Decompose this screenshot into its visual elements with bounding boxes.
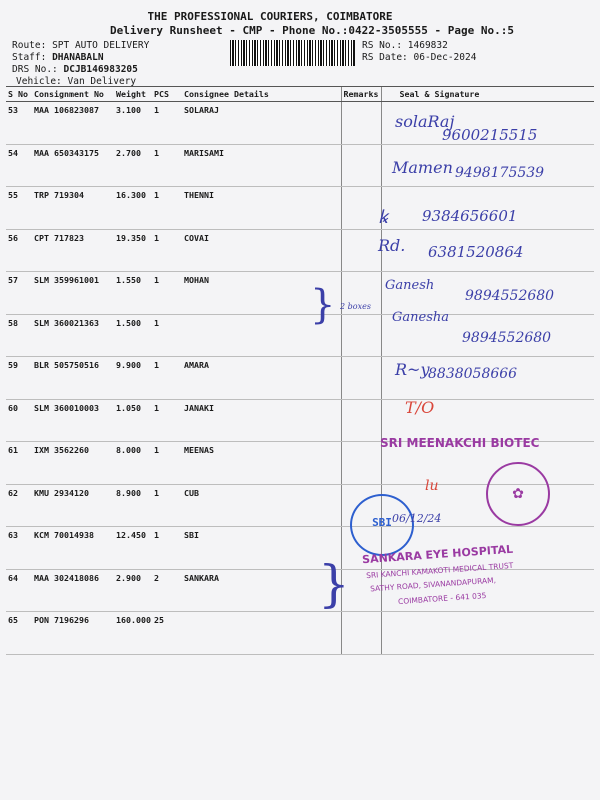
- row-consignee: [182, 612, 341, 655]
- biotec-stamp: SRI MEENAKCHI BIOTEC: [380, 436, 540, 450]
- hospital-stamp-line2: SATHY ROAD, SIVANANDAPURAM,: [369, 575, 497, 594]
- signature-55-phone: 9384656601: [422, 207, 518, 225]
- row-consignee: AMARA: [182, 357, 341, 400]
- row-consignment: SLM 360021363: [32, 314, 114, 357]
- row-sno: 59: [6, 357, 32, 400]
- hospital-stamp-line3: COIMBATORE - 641 035: [397, 590, 487, 607]
- col-signature: Seal & Signature: [381, 87, 594, 102]
- row-sno: 63: [6, 527, 32, 570]
- row-consignee: COVAI: [182, 229, 341, 272]
- row-sno: 53: [6, 102, 32, 145]
- signature-58-name: Ganesha: [392, 310, 449, 325]
- row-pcs: 1: [152, 484, 182, 527]
- seal-emblem-icon: ✿: [512, 482, 524, 503]
- row-weight: 1.050: [114, 399, 152, 442]
- route-line: [12, 40, 149, 51]
- row-consignment: BLR 505750516: [32, 357, 114, 400]
- table-header: [6, 87, 594, 102]
- row-weight: 12.450: [114, 527, 152, 570]
- signature-56-phone: 6381520864: [428, 243, 524, 261]
- row-consignee: SANKARA: [182, 569, 341, 612]
- row-weight: 19.350: [114, 229, 152, 272]
- hospital-stamp-name: SANKARA EYE HOSPITAL: [361, 542, 514, 567]
- row-remarks: [341, 357, 381, 400]
- signature-55-mark: ꝃ: [378, 207, 388, 228]
- rs-date-label: RS Date:: [362, 52, 408, 63]
- drs-line: [12, 64, 138, 75]
- row-weight: 3.100: [114, 102, 152, 145]
- row-consignment: MAA 302418086: [32, 569, 114, 612]
- col-weight: Weight: [114, 87, 152, 102]
- row-sno: 62: [6, 484, 32, 527]
- row-remarks: [341, 442, 381, 485]
- remark-60-to: T/O: [405, 398, 435, 417]
- row-sno: 65: [6, 612, 32, 655]
- row-sno: 54: [6, 144, 32, 187]
- col-remarks: Remarks: [341, 87, 381, 102]
- row-consignment: TRP 719304: [32, 187, 114, 230]
- drs-value: DCJB146983205: [63, 64, 138, 75]
- row-sno: 55: [6, 187, 32, 230]
- row-remarks: [341, 314, 381, 357]
- row-weight: 1.550: [114, 272, 152, 315]
- signature-58-phone: 9894552680: [462, 330, 552, 346]
- row-consignment: PON 7196296: [32, 612, 114, 655]
- row-consignment: KCM 70014938: [32, 527, 114, 570]
- row-remarks: [341, 102, 381, 145]
- row-weight: 8.000: [114, 442, 152, 485]
- route-value: SPT AUTO DELIVERY: [52, 40, 150, 51]
- row-weight: 2.900: [114, 569, 152, 612]
- row-weight: 2.700: [114, 144, 152, 187]
- signature-57-name: Ganesh: [385, 278, 435, 293]
- row-remarks: [341, 144, 381, 187]
- brace-mark: }: [310, 282, 336, 328]
- signature-56-mark: Rd.: [378, 236, 406, 255]
- signature-54-phone: 9498175539: [455, 165, 545, 181]
- col-pcs: PCS: [152, 87, 182, 102]
- row-consignment: SLM 359961001: [32, 272, 114, 315]
- row-consignee: CUB: [182, 484, 341, 527]
- row-pcs: 1: [152, 272, 182, 315]
- sbi-stamp-label: SBI: [372, 516, 392, 529]
- table-row: [6, 612, 594, 655]
- row-consignee: SOLARAJ: [182, 102, 341, 145]
- hospital-stamp-line1: SRI KANCHI KAMAKOTI MEDICAL TRUST: [365, 560, 514, 581]
- row-weight: 160.000: [114, 612, 152, 655]
- row-pcs: 25: [152, 612, 182, 655]
- rs-no-line: [362, 40, 448, 51]
- row-consignment: KMU 2934120: [32, 484, 114, 527]
- signature-59-mark: R~y: [395, 360, 430, 379]
- company-round-seal: [486, 462, 550, 526]
- rs-date-line: [362, 52, 476, 63]
- drs-label: DRS No.:: [12, 64, 58, 75]
- row-sno: 60: [6, 399, 32, 442]
- brace-note: 2 boxes: [340, 302, 371, 311]
- rs-no-label: RS No.:: [362, 40, 403, 51]
- row-consignment: CPT 717823: [32, 229, 114, 272]
- runsheet-title: Delivery Runsheet - CMP - Phone No.:0422-3505555 - Page No.:5: [110, 24, 514, 37]
- rs-no-value: 1469832: [407, 40, 448, 51]
- row-consignee: SBI: [182, 527, 341, 570]
- row-weight: 9.900: [114, 357, 152, 400]
- signature-57-phone: 9894552680: [465, 288, 555, 304]
- brace-mark-bottom: }: [318, 555, 350, 613]
- col-consignee: Consignee Details: [182, 87, 341, 102]
- staff-line: [12, 52, 104, 63]
- row-pcs: 1: [152, 144, 182, 187]
- row-consignee: MOHAN: [182, 272, 341, 315]
- row-remarks: [341, 229, 381, 272]
- route-label: Route:: [12, 40, 47, 51]
- row-sno: 61: [6, 442, 32, 485]
- row-consignee: MEENAS: [182, 442, 341, 485]
- signature-53-name: solaRaj: [395, 112, 455, 131]
- row-pcs: 1: [152, 314, 182, 357]
- row-pcs: 1: [152, 527, 182, 570]
- signature-53-phone: 9600215515: [442, 126, 538, 144]
- signature-54-name: Mamen: [392, 158, 453, 177]
- row-pcs: 1: [152, 357, 182, 400]
- row-signature: [381, 612, 594, 655]
- red-initial: lu: [425, 478, 439, 494]
- table-row: [6, 569, 594, 612]
- row-consignment: SLM 360010003: [32, 399, 114, 442]
- row-sno: 56: [6, 229, 32, 272]
- row-consignment: MAA 650343175: [32, 144, 114, 187]
- row-pcs: 1: [152, 187, 182, 230]
- row-remarks: [341, 187, 381, 230]
- row-remarks: [341, 399, 381, 442]
- row-sno: 58: [6, 314, 32, 357]
- row-sno: 64: [6, 569, 32, 612]
- row-weight: 8.900: [114, 484, 152, 527]
- row-pcs: 1: [152, 229, 182, 272]
- row-consignment: IXM 3562260: [32, 442, 114, 485]
- vehicle-value: Van Delivery: [67, 76, 137, 87]
- staff-value: DHANABALN: [52, 52, 104, 63]
- row-consignee: THENNI: [182, 187, 341, 230]
- col-consignment: Consignment No: [32, 87, 114, 102]
- row-weight: 16.300: [114, 187, 152, 230]
- staff-label: Staff:: [12, 52, 47, 63]
- row-pcs: 2: [152, 569, 182, 612]
- company-title: THE PROFESSIONAL COURIERS, COIMBATORE: [147, 10, 393, 23]
- row-consignee: MARISAMI: [182, 144, 341, 187]
- vehicle-label: Vehicle:: [16, 76, 62, 87]
- row-weight: 1.500: [114, 314, 152, 357]
- sbi-round-stamp: [350, 494, 414, 556]
- barcode: [230, 40, 355, 66]
- row-sno: 57: [6, 272, 32, 315]
- row-pcs: 1: [152, 102, 182, 145]
- row-pcs: 1: [152, 442, 182, 485]
- row-remarks: [341, 612, 381, 655]
- row-consignee: JANAKI: [182, 399, 341, 442]
- rs-date-value: 06-Dec-2024: [413, 52, 477, 63]
- signature-63-date: 06/12/24: [392, 512, 442, 525]
- row-consignment: MAA 106823087: [32, 102, 114, 145]
- row-pcs: 1: [152, 399, 182, 442]
- signature-59-phone: 8838058666: [428, 366, 518, 382]
- col-sno: S No: [6, 87, 32, 102]
